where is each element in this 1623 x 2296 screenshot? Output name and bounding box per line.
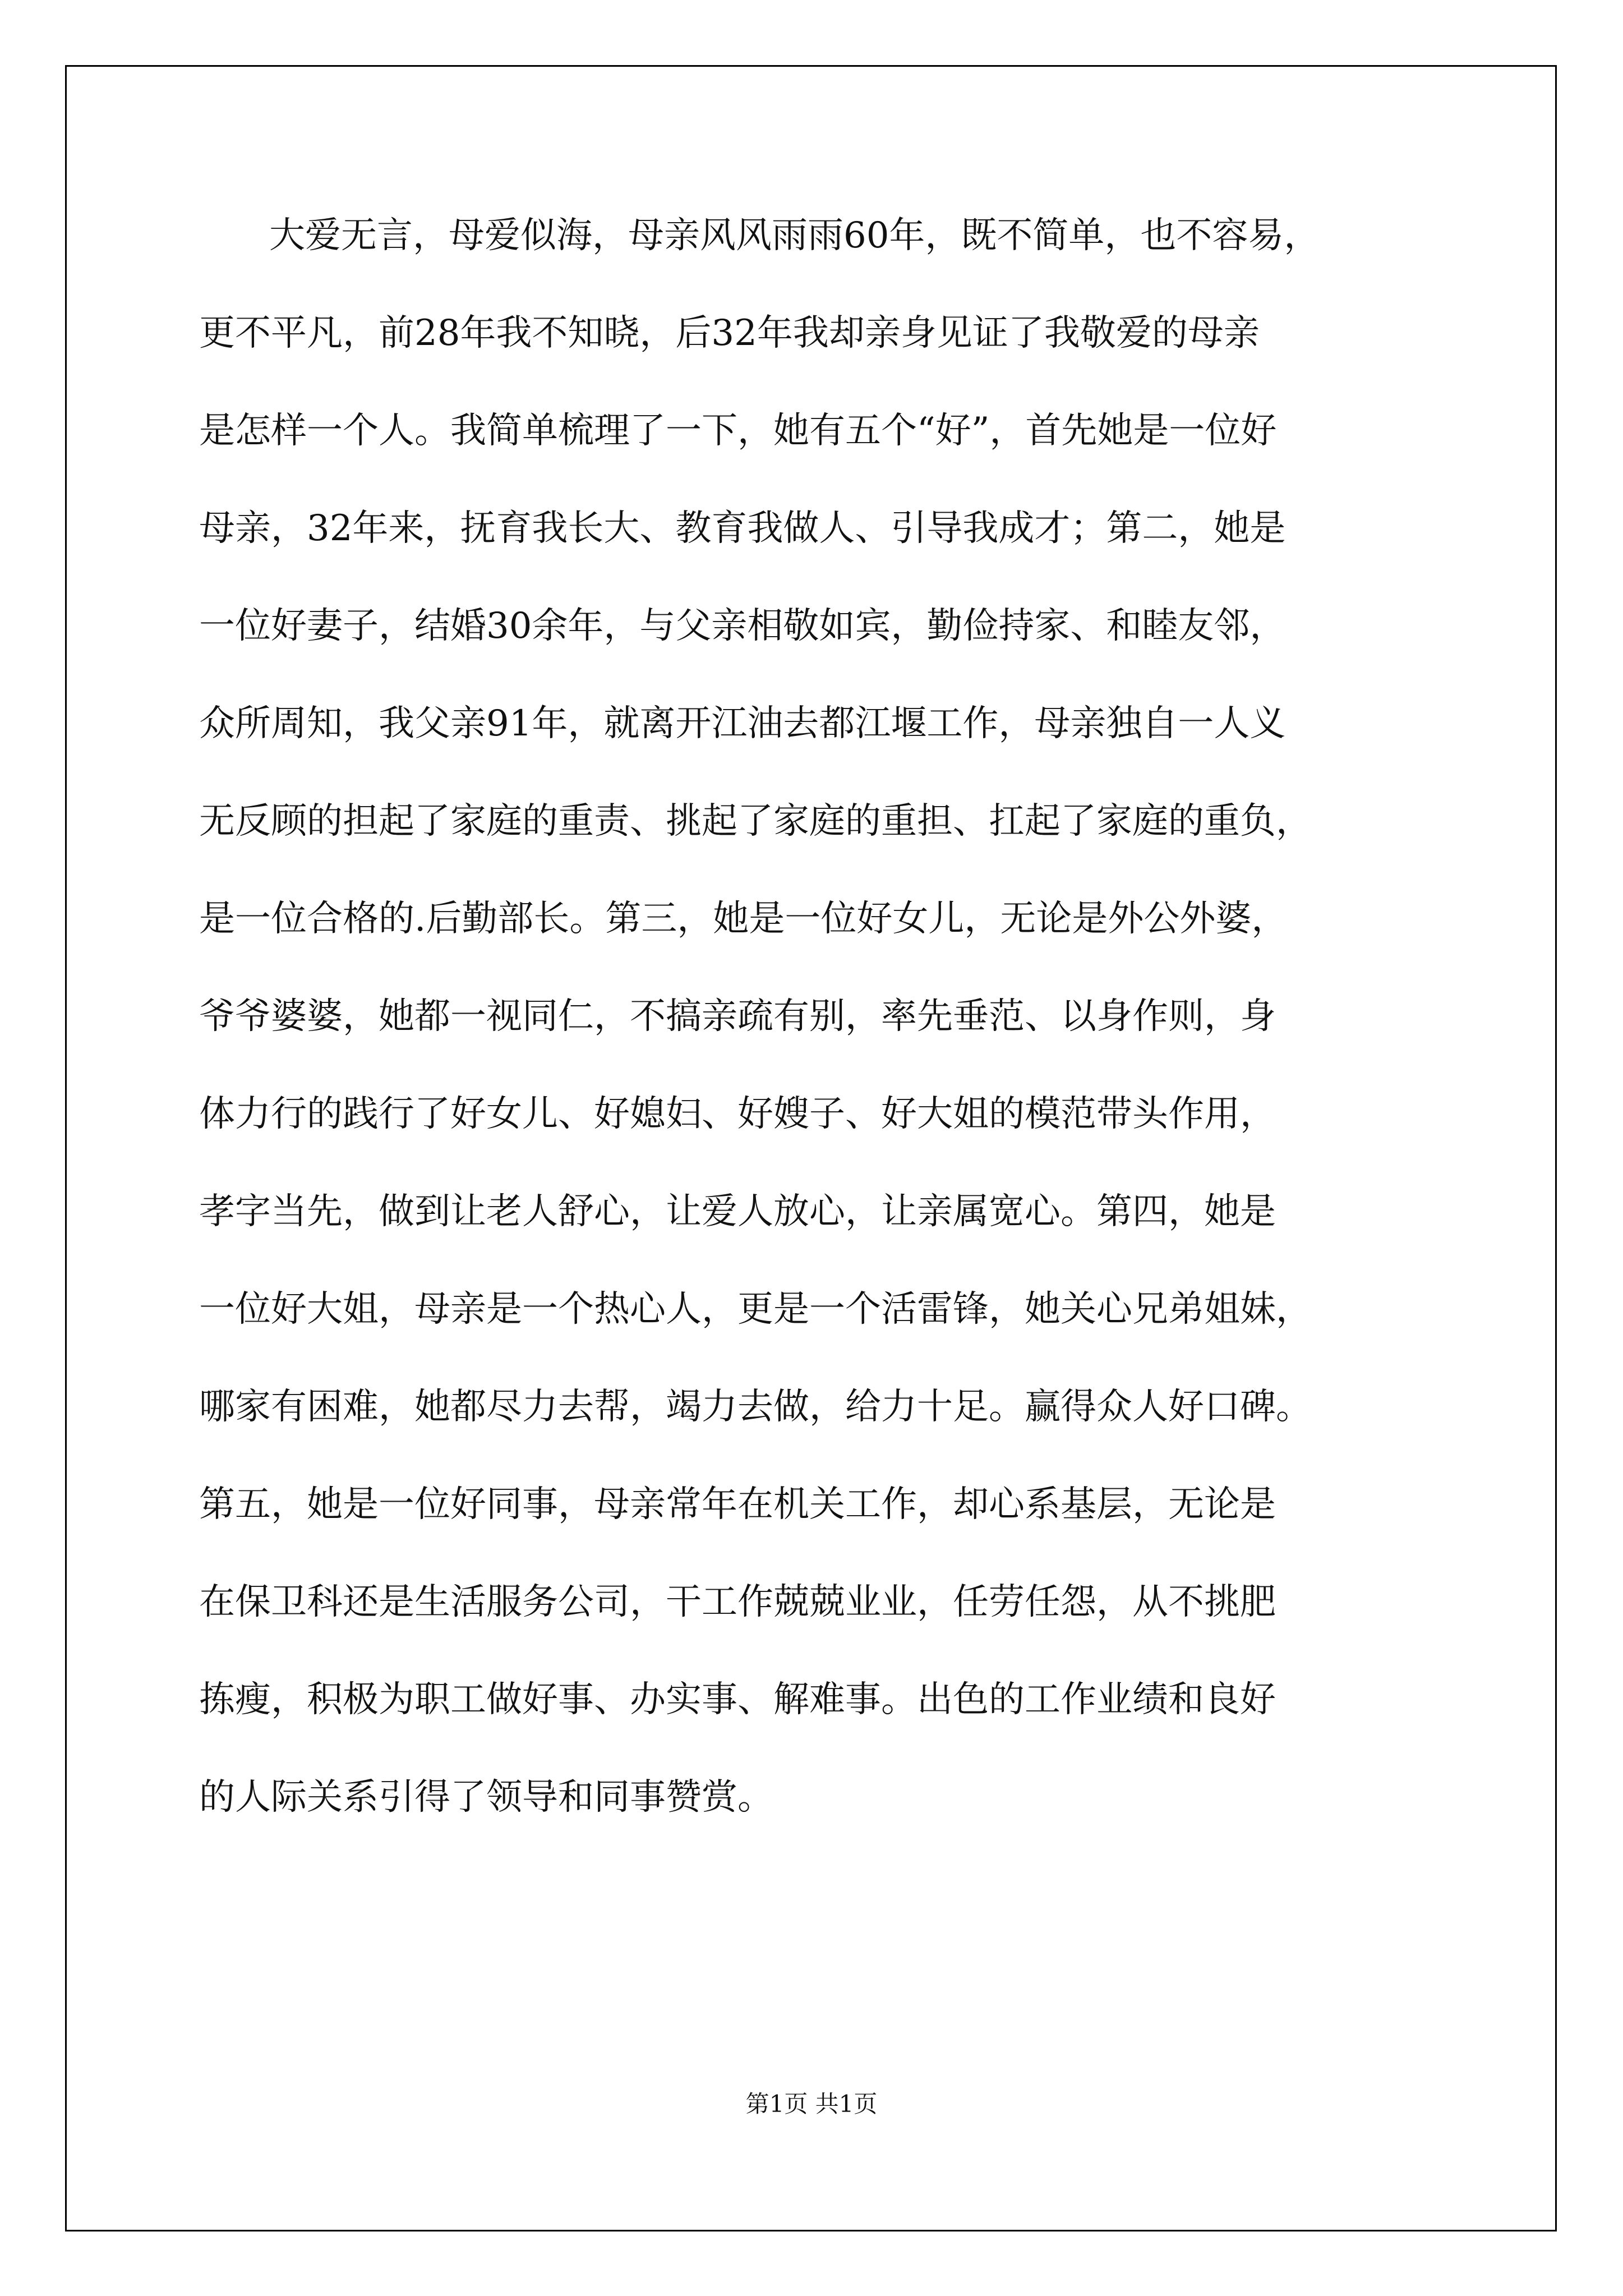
body-line: 拣瘦，积极为职工做好事、办实事、解难事。出色的工作业绩和良好 bbox=[199, 1679, 1276, 1720]
body-line: 孝字当先，做到让老人舒心，让爱人放心，让亲属宽心。第四，她是 bbox=[199, 1191, 1276, 1232]
body-line: 体力行的践行了好女儿、好媳妇、好嫂子、好大姐的模范带头作用， bbox=[199, 1093, 1276, 1135]
body-line: 的人际关系引得了领导和同事赞赏。 bbox=[199, 1777, 773, 1818]
body-line: 无反顾的担起了家庭的重责、挑起了家庭的重担、扛起了家庭的重负， bbox=[199, 800, 1312, 842]
body-line: 是一位合格的.后勤部长。第三，她是一位好女儿，无论是外公外婆， bbox=[199, 898, 1288, 940]
body-line: 更不平凡，前28年我不知晓，后32年我却亲身见证了我敬爱的母亲 bbox=[199, 312, 1260, 354]
body-line: 一位好妻子，结婚30余年，与父亲相敬如宾，勤俭持家、和睦友邻， bbox=[199, 605, 1286, 647]
body-line: 哪家有困难，她都尽力去帮，竭力去做，给力十足。赢得众人好口碑。 bbox=[199, 1386, 1312, 1428]
body-line: 第五，她是一位好同事，母亲常年在机关工作，却心系基层，无论是 bbox=[199, 1484, 1276, 1525]
body-line: 众所周知，我父亲91年，就离开江油去都江堰工作，母亲独自一人义 bbox=[199, 703, 1286, 744]
body-line: 大爱无言，母爱似海，母亲风风雨雨60年，既不简单，也不容易， bbox=[269, 215, 1320, 256]
page-number-footer: 第1页 共1页 bbox=[745, 2090, 878, 2118]
body-line: 母亲，32年来，抚育我长大、教育我做人、引导我成才；第二，她是 bbox=[199, 508, 1286, 549]
body-line: 在保卫科还是生活服务公司，干工作兢兢业业，任劳任怨，从不挑肥 bbox=[199, 1581, 1276, 1623]
body-line: 一位好大姐，母亲是一个热心人，更是一个活雷锋，她关心兄弟姐妹， bbox=[199, 1289, 1312, 1330]
body-line: 是怎样一个人。我简单梳理了一下，她有五个“好”，首先她是一位好 bbox=[199, 410, 1277, 452]
page-border bbox=[65, 65, 1557, 2231]
body-line: 爷爷婆婆，她都一视同仁，不搞亲疏有别，率先垂范、以身作则，身 bbox=[199, 996, 1276, 1037]
